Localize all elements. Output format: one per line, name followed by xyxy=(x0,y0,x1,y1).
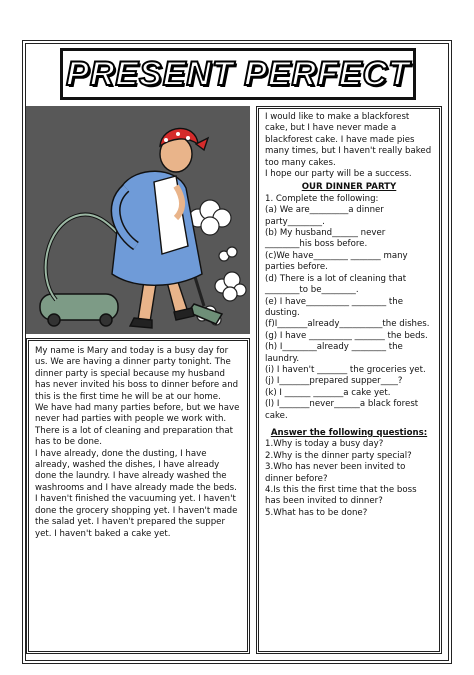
exercise-item: (j) I_______prepared supper____? xyxy=(265,376,403,387)
vacuum-illustration-svg xyxy=(26,106,250,334)
question-item: 4.Is this the first time that the boss has been invited to dinner? xyxy=(265,485,417,507)
exercise-item: (k) I ______ _______a cake yet. xyxy=(265,387,391,398)
story-paragraph: My name is Mary and today is a busy day for us. We are having a dinner party tonight. The dinner party is special because my husband has never invited his boss to dinner before and this is the first time he will be at our home. xyxy=(35,346,239,402)
questions-title: Answer the following questions: xyxy=(270,427,428,438)
question-item: 3.Who has never been invited to dinner before? xyxy=(265,462,406,484)
intro-paragraph: I would like to make a blackforest cake, but I have never made a blackforest cake. I have made pies many times, but I haven't really baked too many cakes. xyxy=(265,112,432,168)
page-title: PRESENT PERFECT xyxy=(66,55,410,93)
story-text-box xyxy=(26,338,250,654)
exercise-instruction: 1. Complete the following: xyxy=(265,193,379,204)
question-item: 1.Why is today a busy day? xyxy=(265,439,384,450)
story-paragraph: I haven't finished the vacuuming yet. I haven't done the grocery shopping yet. I haven't made the salad yet. I haven't prepared the supper yet. I haven't baked a cake yet. xyxy=(35,494,238,539)
exercise-item: (a) We are_________a dinner party________. xyxy=(265,205,384,227)
story-paragraph: There is a lot of cleaning and preparation that has to be done. xyxy=(35,425,233,448)
title-banner xyxy=(60,48,416,100)
exercise-item: (c)We have________ _______ many parties before. xyxy=(265,250,408,273)
story-paragraph: I have already, done the dusting, I have already, washed the dishes, I have already done the laundry. I have already washed the washrooms and I have already made the beds. xyxy=(35,448,237,493)
exercise-item: (g) I have __________ _______ the beds. xyxy=(265,330,428,341)
exercise-item: (b) My husband______ never ________his boss before. xyxy=(265,228,386,250)
exercise-box xyxy=(256,106,442,654)
question-item: 2.Why is the dinner party special? xyxy=(265,450,412,461)
exercise-item: (i) I haven't _______ the groceries yet. xyxy=(265,364,426,375)
illustration-woman-vacuuming xyxy=(26,106,250,334)
exercise-item: (h) I________already ________ the laundry. xyxy=(265,342,403,364)
exercise-title: OUR DINNER PARTY xyxy=(301,182,397,193)
intro-paragraph: I hope our party will be a success. xyxy=(265,169,412,180)
story-paragraph: We have had many parties before, but we have never had parties with people we work with. xyxy=(35,403,240,425)
exercise-item: (f)I_______already__________the dishes. xyxy=(265,319,430,330)
exercise-item: (l) I_______never______a black forest cake. xyxy=(265,399,419,421)
exercise-item: (e) I have__________ ________ the dusting. xyxy=(265,296,403,318)
question-item: 5.What has to be done? xyxy=(265,507,368,518)
exercise-item: (d) There is a lot of cleaning that ________to be________. xyxy=(265,273,407,296)
